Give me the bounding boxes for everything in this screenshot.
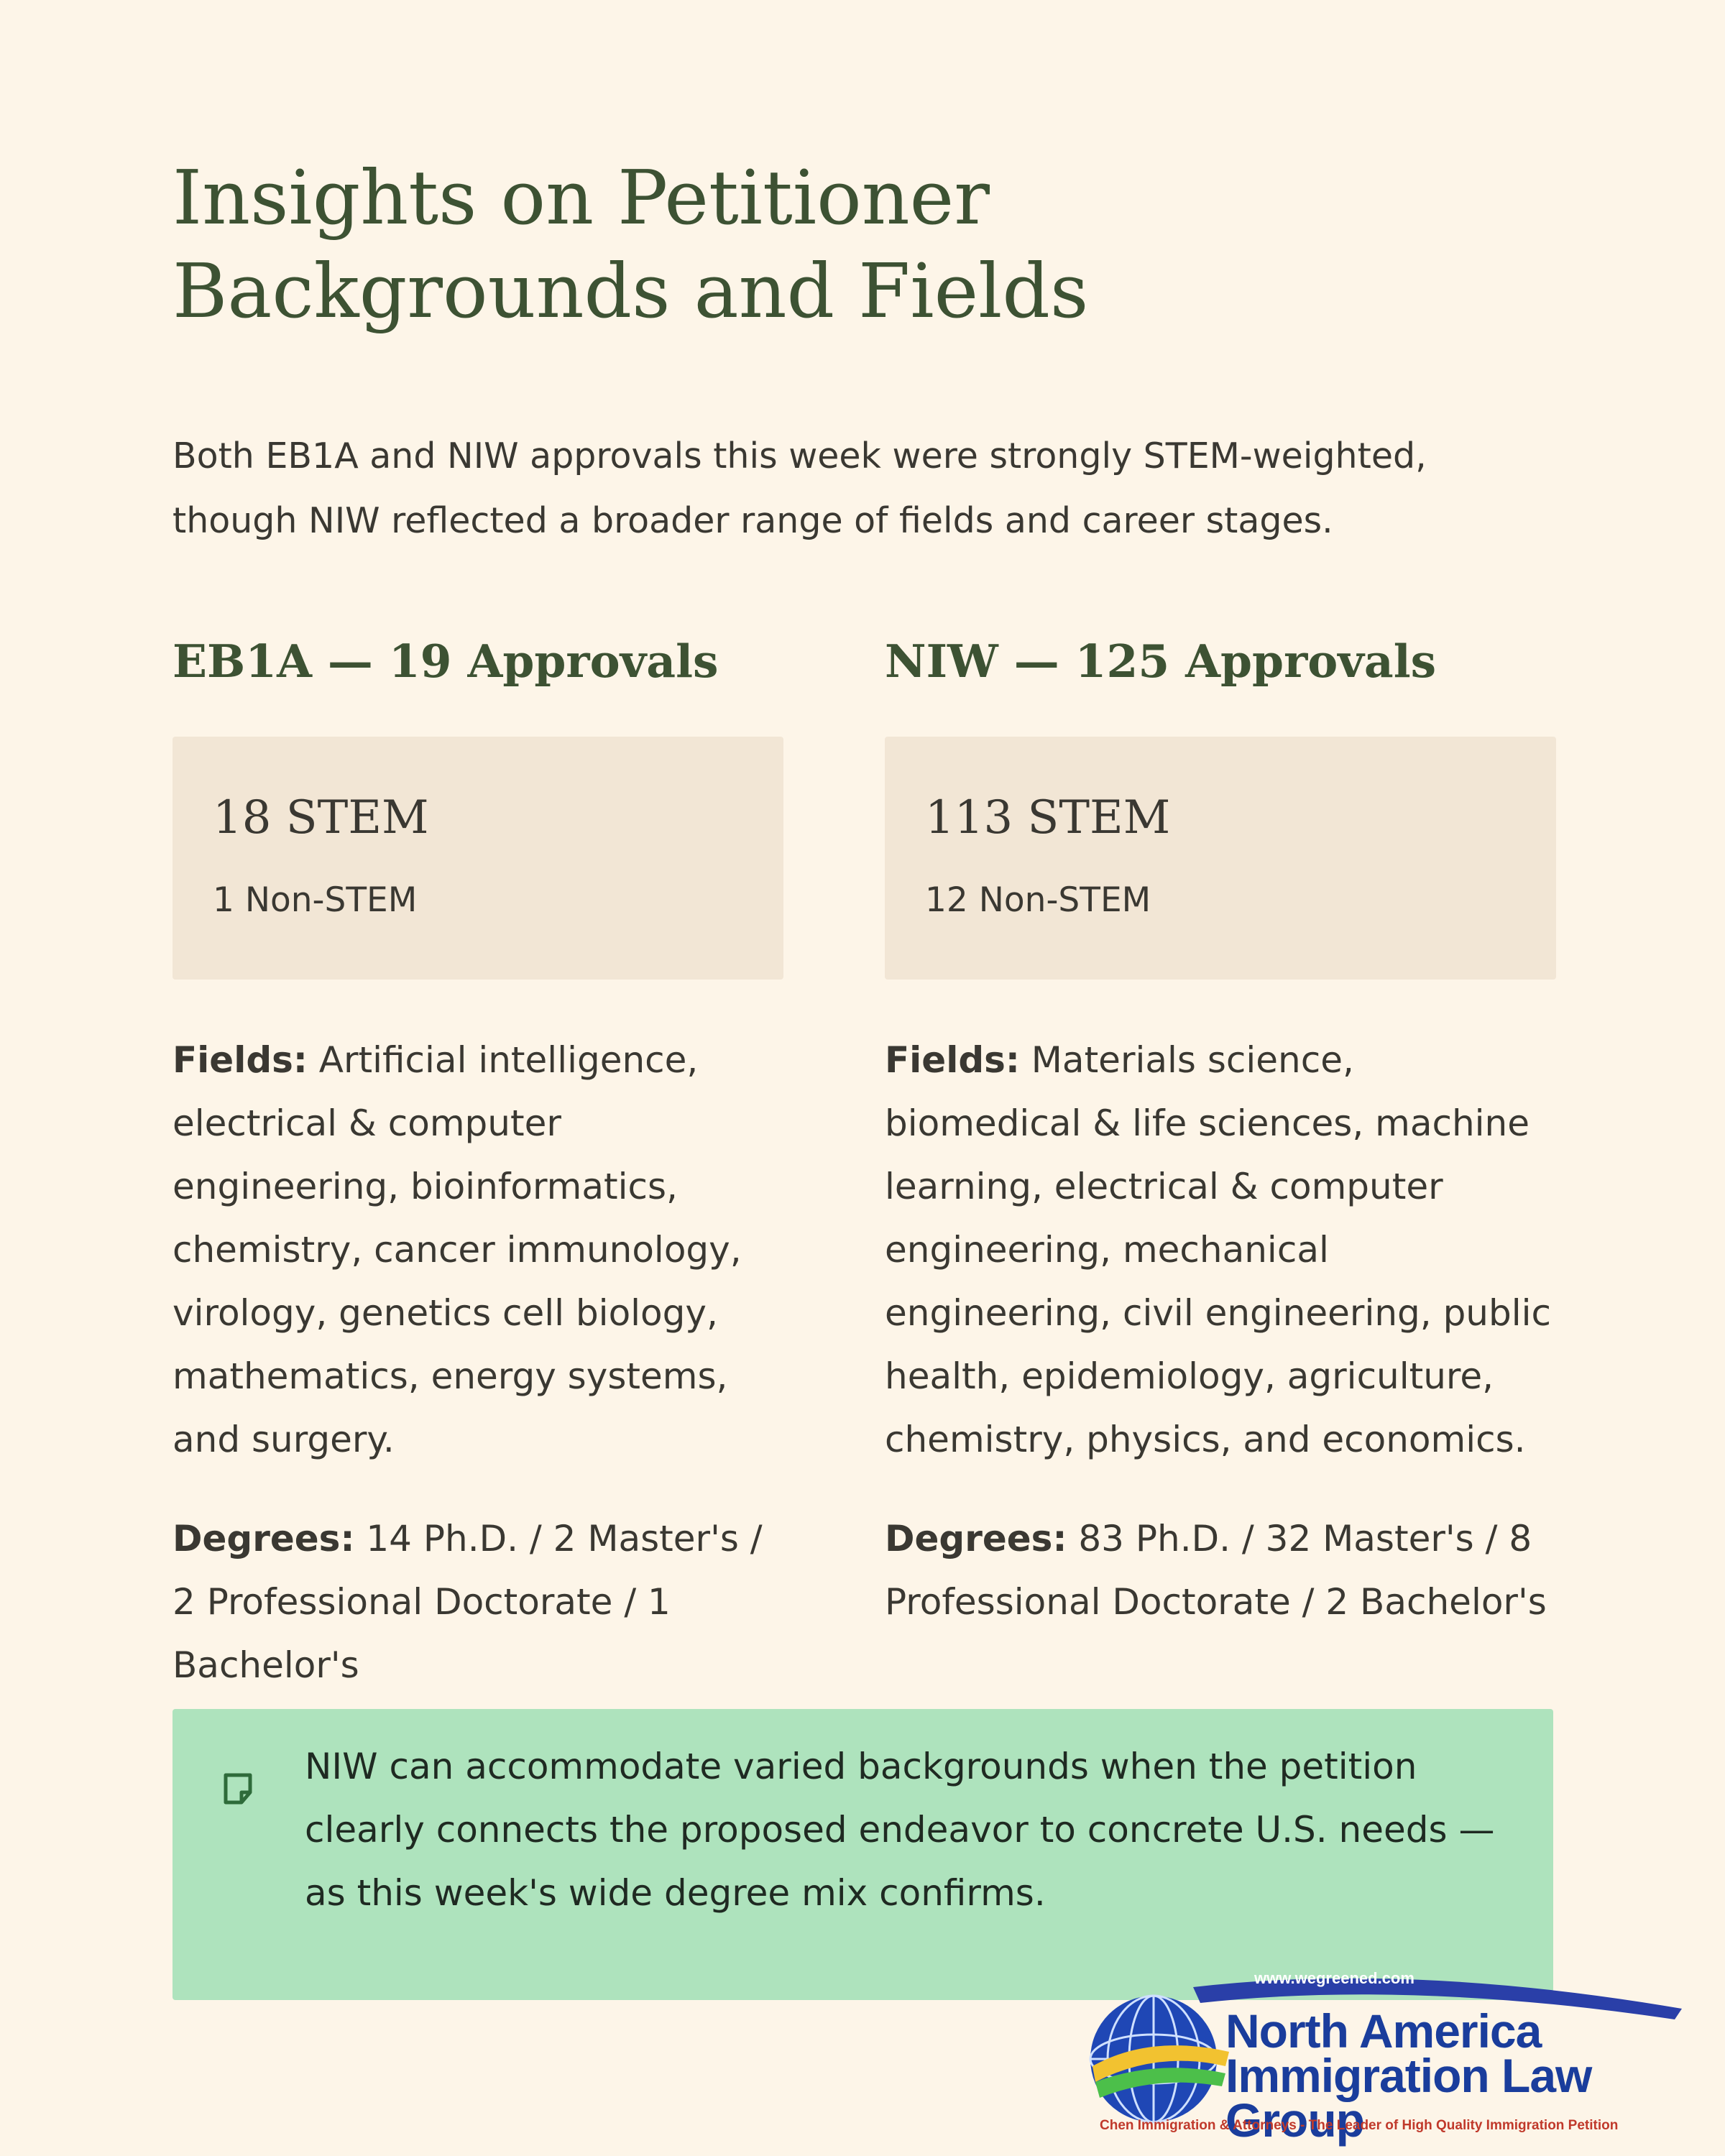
niw-degrees — [885, 1507, 1556, 1634]
niw-degrees-text: 83 Ph.D. / 32 Master's / 8 Professional Doctorate / 2 Bachelor's — [885, 1518, 1547, 1623]
logo-url: www.wegreened.com — [1254, 1969, 1414, 1987]
eb1a-degrees-label: Degrees: — [172, 1518, 355, 1560]
niw-stem-count: 113 STEM — [925, 791, 1171, 844]
logo-name-line2: Immigration Law Group — [1225, 2049, 1592, 2147]
company-logo — [1085, 1966, 1711, 2147]
niw-stat-box — [885, 737, 1556, 980]
eb1a-fields — [172, 1028, 783, 1471]
intro-paragraph: Both EB1A and NIW approvals this week were strongly STEM-weighted, though NIW reflected a broader range of fields and career stages. — [172, 436, 1427, 541]
callout-text: NIW can accommodate varied backgrounds when the petition clearly connects the proposed endeavor to concrete U.S. needs — as this week's wide degree mix confirms. — [305, 1746, 1495, 1914]
niw-non-stem-count: 12 Non-STEM — [925, 880, 1151, 920]
eb1a-degrees-text: 14 Ph.D. / 2 Master's / 2 Professional Doctorate / 1 Bachelor's — [172, 1518, 763, 1686]
niw-fields — [885, 1028, 1556, 1471]
eb1a-column — [172, 625, 783, 1697]
niw-degrees-label: Degrees: — [885, 1518, 1067, 1560]
eb1a-fields-label: Fields: — [172, 1039, 308, 1081]
niw-fields-label: Fields: — [885, 1039, 1020, 1081]
eb1a-heading: EB1A — 19 Approvals — [172, 635, 719, 688]
logo-tagline: Chen Immigration & Attorneys - The Leader of High Quality Immigration Petition — [1100, 2118, 1619, 2133]
niw-fields-text: Materials science, biomedical & life sciences, machine learning, electrical & computer engineering, mechanical engineering, civil engineering, public health, epidemiology, agriculture, chemistry, physics, and economics. — [885, 1039, 1552, 1460]
note-icon — [220, 1771, 256, 1807]
eb1a-stem-count: 18 STEM — [213, 791, 429, 844]
page-title: Insights on Petitioner Backgrounds and Fields — [172, 154, 1089, 335]
logo-name-line1: North America — [1225, 2004, 1542, 2058]
niw-column — [885, 625, 1556, 1634]
eb1a-stat-box — [172, 737, 783, 980]
niw-heading: NIW — 125 Approvals — [885, 635, 1437, 688]
eb1a-fields-text: Artificial intelligence, electrical & computer engineering, bioinformatics, chemistry, cancer immunology, virology, genetics cell biology, mathematics, energy systems, and surgery. — [172, 1039, 742, 1460]
eb1a-non-stem-count: 1 Non-STEM — [213, 880, 418, 920]
callout-box — [172, 1709, 1553, 2000]
eb1a-degrees — [172, 1507, 783, 1697]
